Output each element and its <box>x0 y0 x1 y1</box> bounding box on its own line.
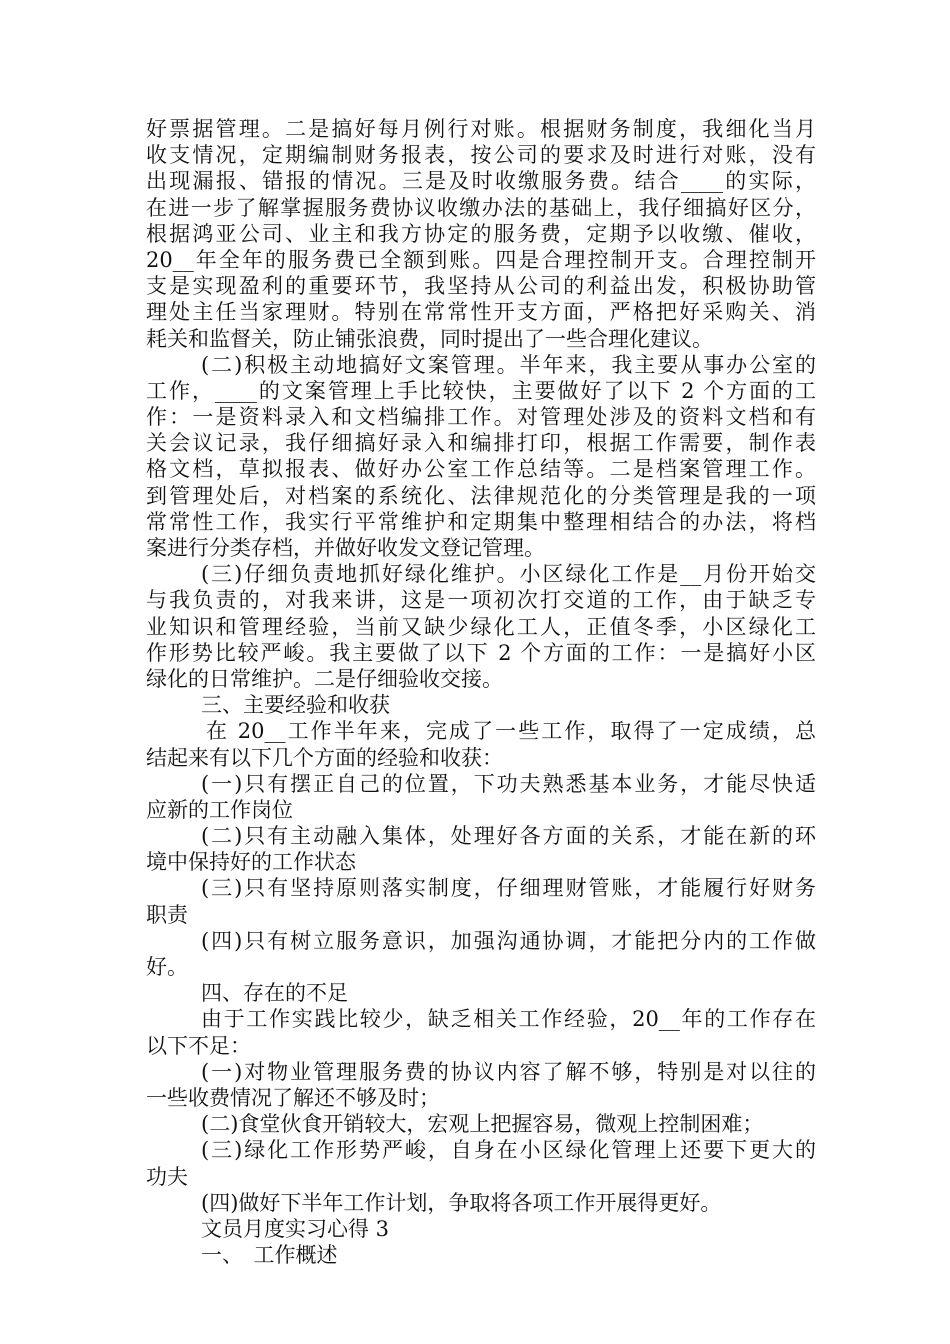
text-line: 在进一步了解掌握服务费协议收缴办法的基础上，我仔细搞好区分， <box>146 195 816 220</box>
paragraph-start: (二)积极主动地搞好文案管理。半年来，我主要从事办公室的 <box>201 352 816 377</box>
section-heading: 一、 工作概述 <box>201 1243 338 1268</box>
paragraph-start: (三)绿化工作形势严峻，自身在小区绿化管理上还要下更大的 <box>201 1138 816 1163</box>
text-line: 一些收费情况了解还不够及时； <box>146 1085 440 1110</box>
text-line: 常常性工作，我实行平常维护和定期集中整理相结合的办法，将档 <box>146 509 816 534</box>
paragraph-start: (一)只有摆正自己的位置，下功夫熟悉基本业务，才能尽快适 <box>201 771 816 796</box>
document-page <box>146 116 816 1268</box>
text-line: 出现漏报、错报的情况。三是及时收缴服务费。结合____的实际， <box>146 169 816 194</box>
paragraph-start: (三)只有坚持原则落实制度，仔细理财管账，才能履行好财务 <box>201 876 816 901</box>
text-line: 作形势比较严峻。我主要做了以下 2 个方面的工作：一是搞好小区 <box>146 640 816 665</box>
text-line: 案进行分类存档，并做好收发文登记管理。 <box>146 536 545 560</box>
text-line: 好票据管理。二是搞好每月例行对账。根据财务制度，我细化当月 <box>146 117 816 141</box>
text-line: 以下不足： <box>146 1033 251 1058</box>
text-line: 20__年全年的服务费已全额到账。四是合理控制开支。合理控制开 <box>146 247 816 272</box>
text-line: 格文档，草拟报表、做好办公室工作总结等。二是档案管理工作。 <box>146 457 816 482</box>
text-line: 到管理处后，对档案的系统化、法律规范化的分类管理是我的一项 <box>146 483 816 508</box>
text-line: 作：一是资料录入和文档编排工作。对管理处涉及的资料文档和有 <box>146 405 816 430</box>
text-line: 应新的工作岗位 <box>146 797 293 822</box>
section-heading: 文员月度实习心得 3 <box>201 1216 390 1241</box>
paragraph-start: (一)对物业管理服务费的协议内容了解不够，特别是对以往的 <box>201 1059 816 1084</box>
text-line: 功夫 <box>146 1164 188 1189</box>
text-line: 关会议记录，我仔细搞好录入和编排打印，根据工作需要，制作表 <box>146 431 816 456</box>
paragraph-start: 在 20__工作半年来，完成了一些工作，取得了一定成绩，总 <box>206 719 816 744</box>
paragraph-start: (四)只有树立服务意识，加强沟通协调，才能把分内的工作做 <box>201 928 816 953</box>
paragraph-start: (三)仔细负责地抓好绿化维护。小区绿化工作是__月份开始交 <box>201 562 816 587</box>
section-heading: 四、存在的不足 <box>201 981 348 1006</box>
text-line: 境中保持好的工作状态 <box>146 850 356 875</box>
text-line: 业知识和管理经验，当前又缺少绿化工人，正值冬季，小区绿化工 <box>146 614 816 639</box>
paragraph-start: (二)只有主动融入集体，处理好各方面的关系，才能在新的环 <box>201 824 816 849</box>
text-line: 支是实现盈利的重要环节，我坚持从公司的利益出发，积极协助管 <box>146 274 816 299</box>
section-heading: 三、主要经验和收获 <box>201 693 390 718</box>
text-line: 耗关和监督关，防止铺张浪费，同时提出了一些合理化建议。 <box>146 326 713 351</box>
text-line: 根据鸿亚公司、业主和我方协定的服务费，定期予以收缴、催收， <box>146 221 816 246</box>
text-line: 结起来有以下几个方面的经验和收获： <box>146 745 503 770</box>
paragraph-start: (四)做好下半年工作计划，争取将各项工作开展得更好。 <box>201 1190 722 1215</box>
paragraph-start: (二)食堂伙食开销较大，宏观上把握容易，微观上控制困难； <box>201 1112 764 1137</box>
text-line: 与我负责的，对我来讲，这是一项初次打交道的工作，由于缺乏专 <box>146 588 816 613</box>
text-line: 理处主任当家理财。特别在常常性开支方面，严格把好采购关、消 <box>146 300 816 325</box>
text-line: 职责 <box>146 902 188 927</box>
text-line: 收支情况，定期编制财务报表，按公司的要求及时进行对账，没有 <box>146 143 816 168</box>
text-line: 工作，____的文案管理上手比较快，主要做好了以下 2 个方面的工 <box>146 378 816 403</box>
paragraph-start: 由于工作实践比较少，缺乏相关工作经验，20__年的工作存在 <box>201 1007 816 1032</box>
text-line: 绿化的日常维护。二是仔细验收交接。 <box>146 666 503 691</box>
text-line: 好。 <box>146 955 188 979</box>
